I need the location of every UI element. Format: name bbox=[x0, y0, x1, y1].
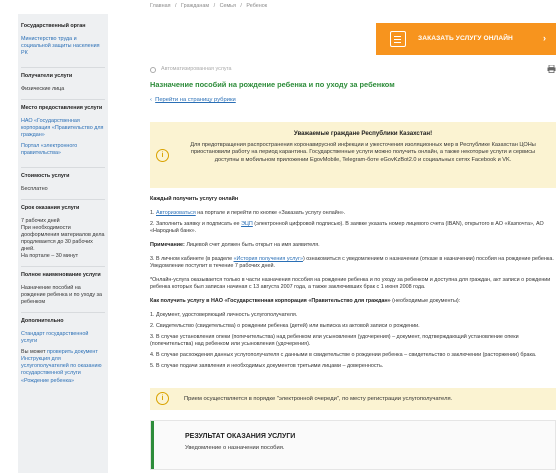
queue-notice-text: Прием осуществляется в порядке "электронной очереди", по месту регистрации услугополучателя. bbox=[184, 396, 453, 402]
document-item: 1. Документ, удостоверяющий личность услугополучателя. bbox=[150, 312, 298, 319]
page-title: Назначение пособий на рождение ребенка и по уходу за ребенком bbox=[150, 80, 395, 89]
step-1-text: на портале и перейти по кнопке «Заказать услугу онлайн». bbox=[195, 210, 346, 217]
check-document-prefix: Вы может bbox=[21, 349, 46, 356]
back-to-rubric-link[interactable] bbox=[150, 97, 236, 105]
result-text: Уведомление о назначении пособия. bbox=[185, 445, 285, 451]
quarantine-notice bbox=[150, 122, 556, 188]
nao-title-line bbox=[150, 298, 556, 305]
chevron-right-icon: › bbox=[543, 33, 546, 43]
sidebar-term bbox=[21, 200, 105, 267]
service-result bbox=[150, 420, 556, 470]
document-icon bbox=[390, 31, 406, 47]
chevron-left-icon: ‹ bbox=[150, 97, 152, 103]
result-accent-bar bbox=[151, 421, 154, 469]
document-item: 5. В случае подачи заявления и необходимых документов третьими лицами – доверенность. bbox=[150, 363, 384, 370]
step-3-text: ) ознакомиться с уведомлением о назначении (отказе в назначении) пособия на рождение ребенка. Уведомление поступит в течение 7 рабочих дней. bbox=[150, 256, 554, 270]
instruction-link[interactable]: Инструкция для услугополучателей по оказанию государственной услуги «Рождение ребенка» bbox=[21, 356, 102, 384]
document-item: 4. В случае расхождения данных услугополучателя с данными в свидетельстве о рождении ребенка – свидетельство о заключении (расторжении) брака. bbox=[150, 352, 537, 359]
sidebar-fullname-title: Полное наименование услуги bbox=[21, 272, 101, 279]
step-2 bbox=[150, 221, 556, 235]
sidebar-term-text-2: При необходимости дооформления материалов дела продлевается до 30 рабочих дней. bbox=[21, 225, 105, 253]
notice-heading: Уважаемые граждане Республики Казахстан! bbox=[293, 130, 433, 137]
sidebar bbox=[18, 14, 108, 473]
step-2-num: 2. bbox=[150, 221, 155, 228]
sidebar-recipients-title: Получатели услуги bbox=[21, 73, 73, 80]
online-steps-cont bbox=[150, 256, 556, 270]
breadcrumb-sep: / bbox=[240, 3, 242, 9]
nao-suffix: (необходимые документы): bbox=[390, 298, 461, 305]
sidebar-cost bbox=[21, 168, 105, 200]
step-3 bbox=[150, 256, 556, 270]
sidebar-cost-text: Бесплатно bbox=[21, 186, 48, 193]
breadcrumb-family[interactable]: Семья bbox=[219, 3, 236, 9]
sidebar-place bbox=[21, 100, 105, 168]
required-documents bbox=[150, 312, 556, 370]
place-link-egov-portal[interactable]: Портал «электронного правительства» bbox=[21, 143, 78, 157]
breadcrumb-sep: / bbox=[213, 3, 216, 9]
notice-body: Для предотвращения распространения коронавирусной инфекции и ужесточения изоляционных мер в Республике Казахстан ЦОНы приостановили работу на период карантина. Государственные услуги можно получить онлайн, а также некоторые услуги и сервисы доступны в мобильном приложении EgovMobile, Telegram-боте eGovKzBot2.0 и социальных сетях Facebook и VK. bbox=[190, 142, 536, 163]
how-to-get-online-title: Каждый получить услугу онлайн bbox=[150, 196, 239, 202]
sidebar-term-text-1: 7 рабочих дней bbox=[21, 218, 60, 225]
note-text: Лицевой счет должен быть открыт на имя заявителя. bbox=[184, 242, 320, 249]
authorize-link[interactable]: Авторизоваться bbox=[156, 210, 196, 217]
instructions bbox=[150, 196, 556, 377]
queue-notice bbox=[150, 388, 556, 410]
note-label: Примечание: bbox=[150, 242, 185, 249]
info-icon: i bbox=[156, 392, 169, 405]
automated-service-row bbox=[150, 66, 231, 73]
check-document-link[interactable]: проверить документ bbox=[47, 349, 98, 356]
place-link-gov-corp[interactable]: НАО «Государственная корпорация «Правительство для граждан» bbox=[21, 118, 104, 139]
info-icon: i bbox=[156, 149, 169, 162]
services-history-link[interactable]: «История получения услуг» bbox=[233, 256, 303, 263]
step-1-num: 1. bbox=[150, 210, 155, 217]
document-item: 2. Свидетельство (свидетельства) о рождении ребенка (детей) или выписка из актовой записи о рождении. bbox=[150, 323, 420, 330]
sidebar-recipients bbox=[21, 68, 105, 100]
online-steps bbox=[150, 210, 556, 235]
sidebar-extra bbox=[21, 313, 105, 394]
step-3-num: 3. bbox=[150, 256, 155, 263]
nao-title: Как получить услугу в НАО «Государственная корпорация «Правительство для граждан» bbox=[150, 298, 391, 305]
order-online-label: ЗАКАЗАТЬ УСЛУГУ ОНЛАЙН bbox=[418, 34, 513, 42]
breadcrumb-citizens[interactable]: Гражданам bbox=[181, 3, 210, 9]
step-2-pre: Заполнить заявку и подписать ее bbox=[156, 221, 242, 228]
sidebar-term-title: Срок оказания услуги bbox=[21, 205, 80, 212]
eds-link[interactable]: ЭЦП bbox=[241, 221, 253, 228]
sidebar-fullname-text: Назначение пособий на рождение ребенка и по уходу за ребенком bbox=[21, 285, 103, 306]
sidebar-place-title: Место предоставления услуги bbox=[21, 105, 103, 112]
sidebar-extra-title: Дополнительно bbox=[21, 318, 64, 325]
automated-service-label: Автоматизированная услуга bbox=[161, 66, 232, 72]
sidebar-cost-title: Стоимость услуги bbox=[21, 173, 70, 180]
document-item: 3. В случае установления опеки (попечительства) над ребенком или усыновления (удочерения) – документ, подтверждающий установление опеки (попечительства) над ребенком или усыновления (удочерения). bbox=[150, 334, 519, 348]
step-1 bbox=[150, 210, 556, 217]
breadcrumb bbox=[150, 3, 270, 10]
breadcrumb-home[interactable]: Главная bbox=[150, 3, 171, 9]
sidebar-term-text-3: На портале – 30 минут bbox=[21, 253, 79, 260]
sidebar-agency-title: Государственный орган bbox=[21, 23, 86, 29]
main-content bbox=[150, 0, 560, 473]
result-title: РЕЗУЛЬТАТ ОКАЗАНИЯ УСЛУГИ bbox=[185, 433, 296, 440]
standard-link[interactable]: Стандарт государственной услуги bbox=[21, 331, 89, 345]
breadcrumb-child: Ребенок bbox=[246, 3, 268, 9]
sidebar-fullname bbox=[21, 267, 105, 313]
print-icon[interactable] bbox=[547, 65, 556, 73]
back-to-rubric-label: Перейти на страницу рубрики bbox=[155, 97, 236, 103]
agency-link[interactable]: Министерство труда и социальной защиты населения РК bbox=[21, 36, 100, 57]
step-3-pre: В личном кабинете (в разделе bbox=[156, 256, 234, 263]
note bbox=[150, 242, 556, 249]
step-2-text: (электронной цифровой подписью). В заявке указать номер лицевого счета (IBAN), открытого в АО «Казпочта», АО «Народный банк». bbox=[150, 221, 544, 235]
online-note: *Онлайн-услуга оказывается только в части назначения пособия на рождение ребенка и по уходу за ребенком и доступна для граждан, акт записи о рождении ребенка которых был записан начиная с 13 августа 2007 года, а также заключивших брак с 1 июня 2008 года. bbox=[150, 277, 551, 291]
breadcrumb-sep: / bbox=[175, 3, 177, 9]
sidebar-recipients-text: Физические лица bbox=[21, 86, 65, 93]
check-document-line bbox=[21, 349, 105, 356]
sidebar-agency bbox=[21, 18, 105, 68]
order-online-button[interactable] bbox=[376, 23, 556, 55]
gear-icon bbox=[150, 67, 156, 73]
